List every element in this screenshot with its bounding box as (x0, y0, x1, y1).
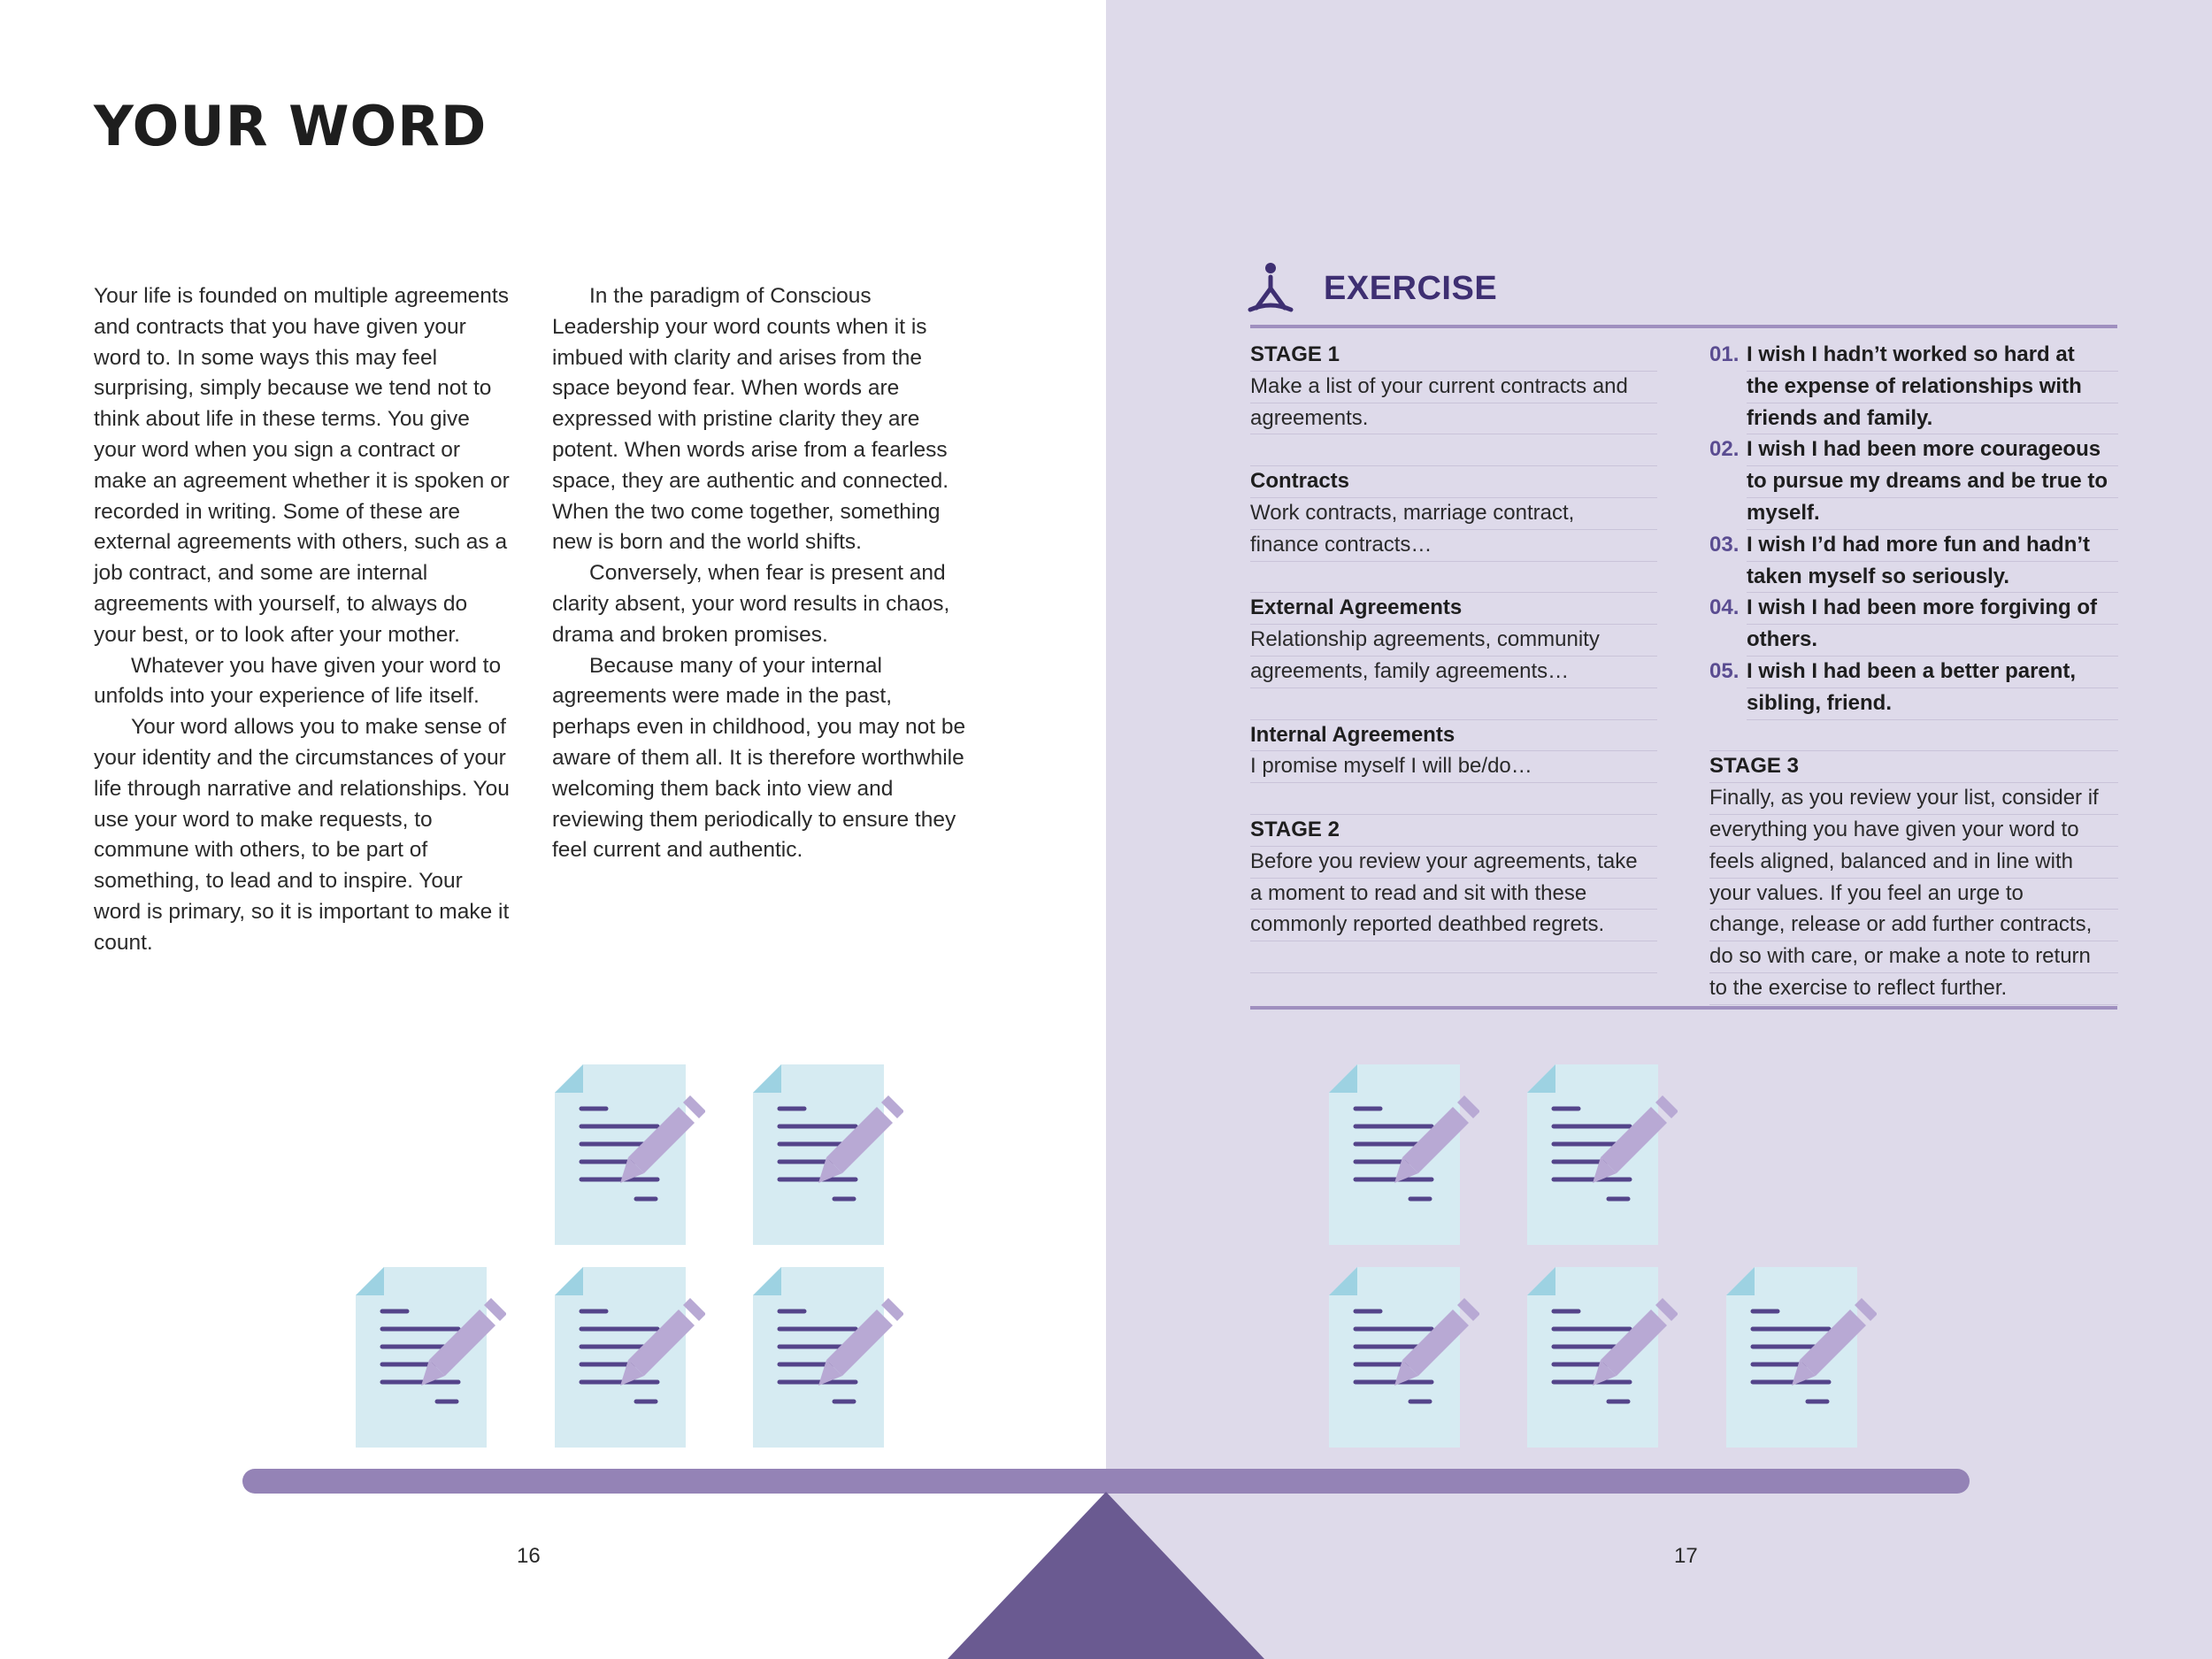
stage-heading: STAGE 1 (1250, 340, 1657, 372)
exercise-bottom-rule (1250, 1006, 2117, 1010)
text-line: I wish I had been a better parent, (1747, 657, 2118, 688)
document-with-pen-icon (753, 1064, 903, 1245)
text-line: agreements, family agreements… (1250, 657, 1657, 688)
blank-line (1250, 434, 1657, 466)
document-with-pen-icon (555, 1064, 705, 1245)
section-heading: Internal Agreements (1250, 720, 1657, 752)
text-line: commonly reported deathbed regrets. (1250, 910, 1657, 941)
exercise-heading: EXERCISE (1324, 270, 1498, 307)
blank-line (1250, 688, 1657, 720)
text-line: the expense of relationships with (1747, 372, 2118, 403)
exercise-column-left (1250, 340, 1657, 973)
blank-line (1250, 562, 1657, 594)
text-line: change, release or add further contracts, (1709, 910, 2118, 941)
paragraph: Conversely, when fear is present and clarity absent, your word results in chaos, drama and broken promises. (552, 561, 950, 647)
document-with-pen-icon (1527, 1267, 1678, 1448)
regret-item (1709, 434, 2118, 529)
text-line: your values. If you feel an urge to (1709, 879, 2118, 910)
regret-item (1709, 593, 2118, 657)
paragraph: In the paradigm of Conscious Leadership your word counts when it is imbued with clarity and arises from the space beyond fear. When words are expressed with pristine clarity they are potent. When words arise from a fearless space, they are authentic and connected. When the two come together, something new is born and the world shifts. (552, 284, 949, 555)
regret-number: 05. (1709, 658, 1740, 683)
text-line: to pursue my dreams and be true to (1747, 466, 2118, 498)
exercise-top-rule (1250, 325, 2117, 328)
scale-beam (242, 1469, 1970, 1494)
text-line: Work contracts, marriage contract, (1250, 498, 1657, 530)
text-line: Make a list of your current contracts and (1250, 372, 1657, 403)
text-line: sibling, friend. (1747, 688, 2118, 720)
document-with-pen-icon (1329, 1064, 1479, 1245)
body-column-2 (552, 281, 968, 866)
blank-line (1709, 720, 2118, 752)
text-line: feels aligned, balanced and in line with (1709, 847, 2118, 879)
text-line: agreements. (1250, 403, 1657, 435)
document-with-pen-icon (1726, 1267, 1877, 1448)
document-with-pen-icon (356, 1267, 506, 1448)
document-with-pen-icon (1527, 1064, 1678, 1245)
exercise-column-right (1709, 340, 2118, 1005)
regret-item (1709, 340, 2118, 434)
text-line: friends and family. (1747, 403, 2118, 435)
text-line: I wish I had been more courageous (1747, 434, 2118, 466)
document-with-pen-icon (555, 1267, 705, 1448)
regret-item (1709, 530, 2118, 594)
text-line: finance contracts… (1250, 530, 1657, 562)
document-with-pen-icon (1329, 1267, 1479, 1448)
stage-heading: STAGE 3 (1709, 751, 2118, 783)
body-column-1 (94, 281, 510, 959)
text-line: taken myself so seriously. (1747, 562, 2118, 594)
blank-line (1250, 941, 1657, 973)
page-number: 17 (1674, 1544, 1698, 1568)
regret-number: 03. (1709, 532, 1740, 557)
text-line: to the exercise to reflect further. (1709, 973, 2118, 1005)
scale-fulcrum (947, 1492, 1265, 1659)
section-heading: External Agreements (1250, 593, 1657, 625)
text-line: myself. (1747, 498, 2118, 530)
regret-number: 04. (1709, 595, 1740, 620)
text-line: I promise myself I will be/do… (1250, 751, 1657, 783)
text-line: I wish I’d had more fun and hadn’t (1747, 530, 2118, 562)
text-line: others. (1747, 625, 2118, 657)
regret-number: 01. (1709, 342, 1740, 366)
document-with-pen-icon (753, 1267, 903, 1448)
text-line: Before you review your agreements, take (1250, 847, 1657, 879)
paragraph: Your word allows you to make sense of your identity and the circumstances of your life through narrative and relationships. You use your word to make requests, to commune with others, to be part of something, to lead and to inspire. Your word is primary, so it is important to make it count. (94, 715, 510, 955)
text-line: Relationship agreements, community (1250, 625, 1657, 657)
regret-item (1709, 657, 2118, 720)
page-number: 16 (517, 1544, 541, 1568)
blank-line (1250, 783, 1657, 815)
text-line: I wish I had been more forgiving of (1747, 593, 2118, 625)
meditation-figure-icon (1248, 262, 1294, 313)
stage-heading: STAGE 2 (1250, 815, 1657, 847)
text-line: everything you have given your word to (1709, 815, 2118, 847)
text-line: a moment to read and sit with these (1250, 879, 1657, 910)
page-title: YOUR WORD (94, 94, 488, 158)
text-line: do so with care, or make a note to return (1709, 941, 2118, 973)
regret-number: 02. (1709, 437, 1740, 462)
text-line: I wish I hadn’t worked so hard at (1747, 340, 2118, 372)
section-heading: Contracts (1250, 466, 1657, 498)
text-line: Finally, as you review your list, consider if (1709, 783, 2118, 815)
paragraph: Whatever you have given your word to unfolds into your experience of life itself. (94, 653, 502, 709)
paragraph: Your life is founded on multiple agreements and contracts that you have given your word to. In some ways this may feel surprising, simply because we tend not to think about life in these terms. You give your word when you sign a contract or make an agreement whether it is spoken or recorded in writing. Some of these are external agreements with others, such as a job contract, and some are internal agreements with yourself, to always do your best, or to look after your mother. (94, 284, 510, 647)
paragraph: Because many of your internal agreements were made in the past, perhaps even in childhood, you may not be aware of them all. It is therefore worthwhile welcoming them back into view and reviewing them periodically to ensure they feel current and authentic. (552, 653, 966, 863)
